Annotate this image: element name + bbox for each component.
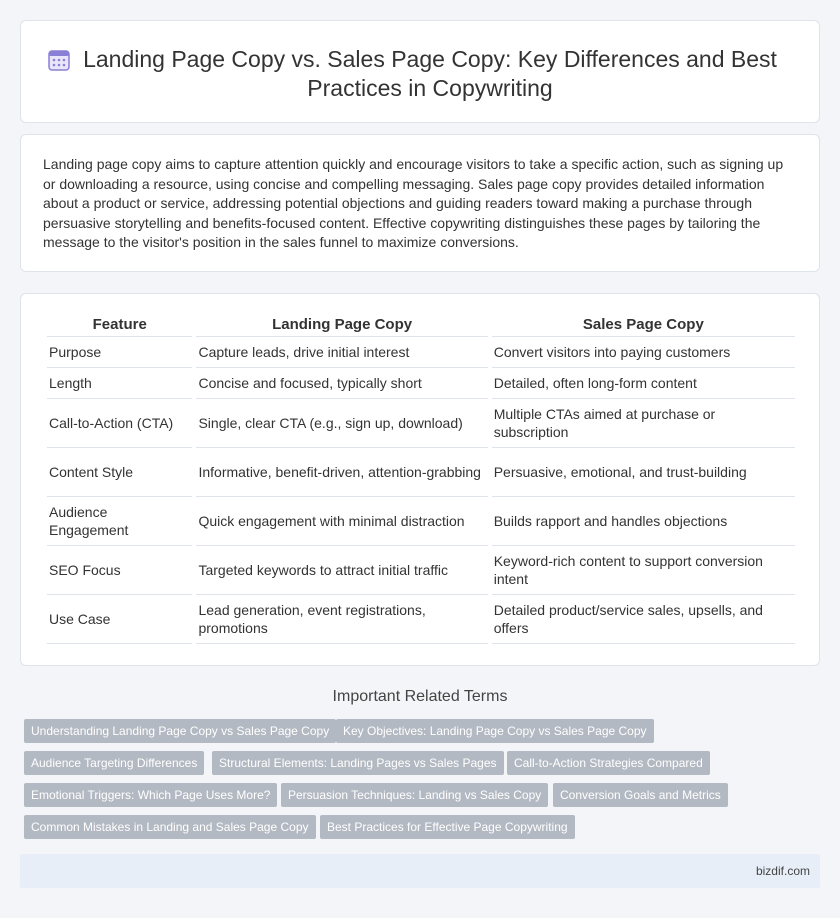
related-terms-title: Important Related Terms [332, 688, 508, 705]
table-row [47, 368, 795, 399]
related-tag[interactable]: Common Mistakes in Landing and Sales Page Copy [24, 815, 316, 839]
related-tag[interactable]: Audience Targeting Differences [24, 751, 204, 775]
row-sales-value: Persuasive, emotional, and trust-building [492, 448, 795, 497]
comparison-table-card [20, 293, 820, 666]
page-title: Landing Page Copy vs. Sales Page Copy: Key Differences and Best Practices in Copywriting [83, 46, 777, 101]
row-feature: Use Case [47, 595, 192, 644]
row-sales-value: Detailed product/service sales, upsells, and offers [492, 595, 795, 644]
row-sales-value: Builds rapport and handles objections [492, 497, 795, 546]
row-sales-value: Convert visitors into paying customers [492, 337, 795, 368]
header-landing-page-copy: Landing Page Copy [196, 315, 487, 337]
related-tag[interactable]: Understanding Landing Page Copy vs Sales Page Copy [24, 719, 336, 743]
row-landing-value: Quick engagement with minimal distraction [196, 497, 487, 546]
related-tag[interactable]: Conversion Goals and Metrics [553, 783, 728, 807]
intro-card [20, 134, 820, 272]
related-tag[interactable]: Structural Elements: Landing Pages vs Sales Pages [212, 751, 504, 775]
row-feature: Purpose [47, 337, 192, 368]
related-tag[interactable]: Key Objectives: Landing Page Copy vs Sales Page Copy [336, 719, 654, 743]
row-sales-value: Detailed, often long-form content [492, 368, 795, 399]
footer-site-link[interactable]: bizdif.com [755, 864, 810, 878]
related-tag[interactable]: Emotional Triggers: Which Page Uses More? [24, 783, 277, 807]
row-feature: Length [47, 368, 192, 399]
row-landing-value: Concise and focused, typically short [196, 368, 487, 399]
table-row [47, 448, 795, 497]
table-row [47, 546, 795, 595]
row-landing-value: Informative, benefit-driven, attention-grabbing [196, 448, 487, 497]
header-sales-page-copy: Sales Page Copy [492, 315, 795, 337]
table-row [47, 595, 795, 644]
row-feature: Audience Engagement [47, 497, 192, 546]
row-feature: SEO Focus [47, 546, 192, 595]
row-feature: Content Style [47, 448, 192, 497]
intro-paragraph: Landing page copy aims to capture attention quickly and encourage visitors to take a specific action, such as signing up or downloading a resource, using concise and compelling messaging. Sales page copy provides detailed information about a product or service, addressing potential objections and guiding readers toward making a purchase through persuasive storytelling and benefits-focused content. Effective copywriting distinguishes these pages by tailoring the message to the visitor's position in the sales funnel to maximize conversions. [43, 156, 784, 250]
row-landing-value: Capture leads, drive initial interest [196, 337, 487, 368]
header-card [20, 20, 820, 123]
header-feature: Feature [47, 315, 192, 337]
comparison-table [43, 315, 799, 644]
related-tag[interactable]: Persuasion Techniques: Landing vs Sales Copy [281, 783, 548, 807]
row-sales-value: Multiple CTAs aimed at purchase or subscription [492, 399, 795, 448]
row-landing-value: Lead generation, event registrations, promotions [196, 595, 487, 644]
row-feature: Call-to-Action (CTA) [47, 399, 192, 448]
row-landing-value: Targeted keywords to attract initial traffic [196, 546, 487, 595]
table-row [47, 399, 795, 448]
footer [20, 854, 820, 888]
table-row [47, 497, 795, 546]
table-row [47, 337, 795, 368]
row-landing-value: Single, clear CTA (e.g., sign up, download) [196, 399, 487, 448]
row-sales-value: Keyword-rich content to support conversion intent [492, 546, 795, 595]
related-tag[interactable]: Best Practices for Effective Page Copywriting [320, 815, 575, 839]
related-tag[interactable]: Call-to-Action Strategies Compared [507, 751, 710, 775]
